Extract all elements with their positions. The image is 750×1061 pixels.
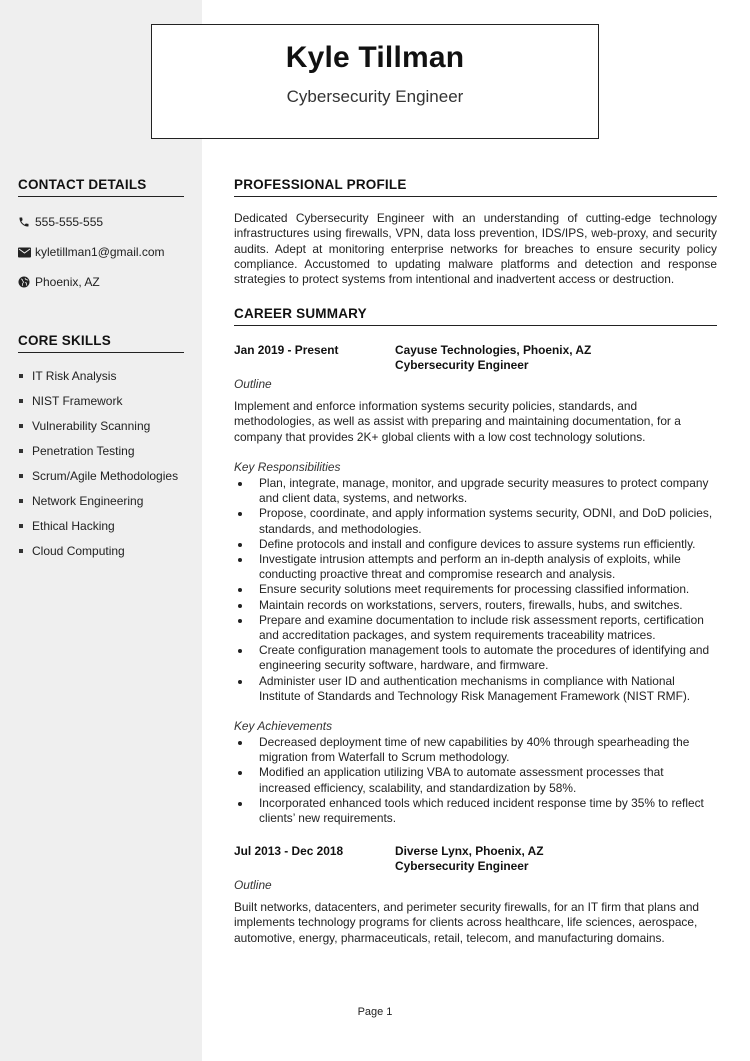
bullet-dot-icon <box>238 512 242 516</box>
list-item: Define protocols and install and configure devices to assure systems run efficiently. <box>234 537 717 552</box>
bullet-dot-icon <box>238 558 242 562</box>
contact-section <box>18 177 184 297</box>
contact-heading: CONTACT DETAILS <box>18 177 184 197</box>
bullet-square-icon <box>19 474 23 478</box>
bullet-square-icon <box>19 449 23 453</box>
bullet-dot-icon <box>238 802 242 806</box>
bullet-dot-icon <box>238 771 242 775</box>
achievements-label: Key Achievements <box>234 718 333 733</box>
skill-item: Penetration Testing <box>18 438 184 463</box>
job-company: Diverse Lynx, Phoenix, AZ <box>395 844 544 859</box>
profile-heading: PROFESSIONAL PROFILE <box>234 177 717 197</box>
skills-heading: CORE SKILLS <box>18 333 184 353</box>
bullet-square-icon <box>19 374 23 378</box>
job-entry <box>234 844 717 946</box>
list-item: Ensure security solutions meet requirements for processing classified information. <box>234 582 717 597</box>
job-header <box>234 844 717 874</box>
job-role: Cybersecurity Engineer <box>395 358 529 372</box>
outline-label: Outline <box>234 377 272 391</box>
globe-icon <box>18 276 35 288</box>
job-role: Cybersecurity Engineer <box>395 859 529 874</box>
bullet-dot-icon <box>238 604 242 608</box>
contact-list <box>18 207 184 297</box>
candidate-title: Cybersecurity Engineer <box>286 87 464 106</box>
bullet-dot-icon <box>238 482 242 486</box>
skill-item: NIST Framework <box>18 388 184 413</box>
bullet-square-icon <box>19 424 23 428</box>
skills-section <box>18 333 184 564</box>
skill-item: IT Risk Analysis <box>18 363 184 388</box>
contact-location-text: Phoenix, AZ <box>35 275 100 289</box>
achievements-list <box>234 735 717 826</box>
list-item: Plan, integrate, manage, monitor, and upgrade security measures to protect company and client data, systems, and networks. <box>234 476 717 506</box>
contact-phone <box>18 207 184 237</box>
candidate-name: Kyle Tillman <box>285 41 465 74</box>
bullet-square-icon <box>19 399 23 403</box>
skill-item: Scrum/Agile Methodologies <box>18 463 184 488</box>
skill-item: Vulnerability Scanning <box>18 413 184 438</box>
name-header <box>151 24 599 139</box>
skill-item: Ethical Hacking <box>18 514 184 539</box>
bullet-dot-icon <box>238 680 242 684</box>
job-header <box>234 343 717 373</box>
phone-icon <box>18 216 35 228</box>
skill-item: Cloud Computing <box>18 539 184 564</box>
list-item: Administer user ID and authentication mechanisms in compliance with National Institute of Standards and Technology Risk Management Framework (NIST RMF). <box>234 674 717 704</box>
list-item: Prepare and examine documentation to include risk assessment reports, certification and accreditation packages, and system requirements traceability matrices. <box>234 613 717 643</box>
list-item: Create configuration management tools to automate the procedures of identifying and engineering security software, hardware, and firmware. <box>234 643 717 673</box>
bullet-dot-icon <box>238 588 242 592</box>
career-section <box>234 306 717 946</box>
profile-text: Dedicated Cybersecurity Engineer with an understanding of cutting-edge technology infrastructures using firewalls, VPN, data loss prevention, IDS/IPS, web-proxy, and security audits. Adept at monitoring enterprise networks for breaches to ensure security policy compliance. Accustomed to updating malware platforms and detection and response strategies to protect systems from intentional and inadvertent access or destruction. <box>234 211 717 287</box>
list-item: Maintain records on workstations, servers, routers, firewalls, hubs, and switches. <box>234 598 717 613</box>
list-item: Incorporated enhanced tools which reduced incident response time by 35% to reflect clients’ new requirements. <box>234 796 717 826</box>
responsibilities-label: Key Responsibilities <box>234 459 341 474</box>
contact-phone-text: 555-555-555 <box>35 215 104 229</box>
bullet-dot-icon <box>238 543 242 547</box>
outline-label: Outline <box>234 878 272 893</box>
page-number: Page 1 <box>357 1006 393 1018</box>
bullet-dot-icon <box>238 619 242 623</box>
list-item: Modified an application utilizing VBA to automate assessment processes that increased efficiency, scalability, and standardization by 58%. <box>234 765 717 795</box>
bullet-square-icon <box>19 499 23 503</box>
email-icon <box>18 247 35 258</box>
job-company: Cayuse Technologies, Phoenix, AZ <box>395 343 592 357</box>
job-entry <box>234 343 717 826</box>
contact-email <box>18 237 184 267</box>
skills-list <box>18 363 184 564</box>
job-outline: Built networks, datacenters, and perimeter security firewalls, for an IT firm that plans and implements technology programs for clients across healthcare, life sciences, aerospace, automotive, energy, pharmaceuticals, retail, telecom, and manufacturing domains. <box>234 900 700 945</box>
profile-section <box>234 177 717 287</box>
skill-item: Network Engineering <box>18 488 184 513</box>
job-dates: Jul 2013 - Dec 2018 <box>234 844 344 859</box>
bullet-dot-icon <box>238 741 242 745</box>
contact-location <box>18 267 184 297</box>
list-item: Propose, coordinate, and apply information systems security, ODNI, and DoD policies, standards, and methodologies. <box>234 506 717 536</box>
job-outline: Implement and enforce information systems security policies, standards, and methodologies, as well as assist with preparing and maintaining documentation, for a company that provides 2K+ global clients with a low cost technology solutions. <box>234 399 681 444</box>
job-dates: Jan 2019 - Present <box>234 343 339 357</box>
bullet-square-icon <box>19 524 23 528</box>
list-item: Decreased deployment time of new capabilities by 40% through spearheading the migration from Waterfall to Scrum methodology. <box>234 735 717 765</box>
list-item: Investigate intrusion attempts and perform an in-depth analysis of exploits, while conducting proactive threat and compromise research and analysis. <box>234 552 717 582</box>
bullet-dot-icon <box>238 649 242 653</box>
contact-email-text[interactable]: kyletillman1@gmail.com <box>35 245 165 259</box>
career-heading: CAREER SUMMARY <box>234 306 717 326</box>
bullet-square-icon <box>19 549 23 553</box>
responsibilities-list <box>234 476 717 704</box>
